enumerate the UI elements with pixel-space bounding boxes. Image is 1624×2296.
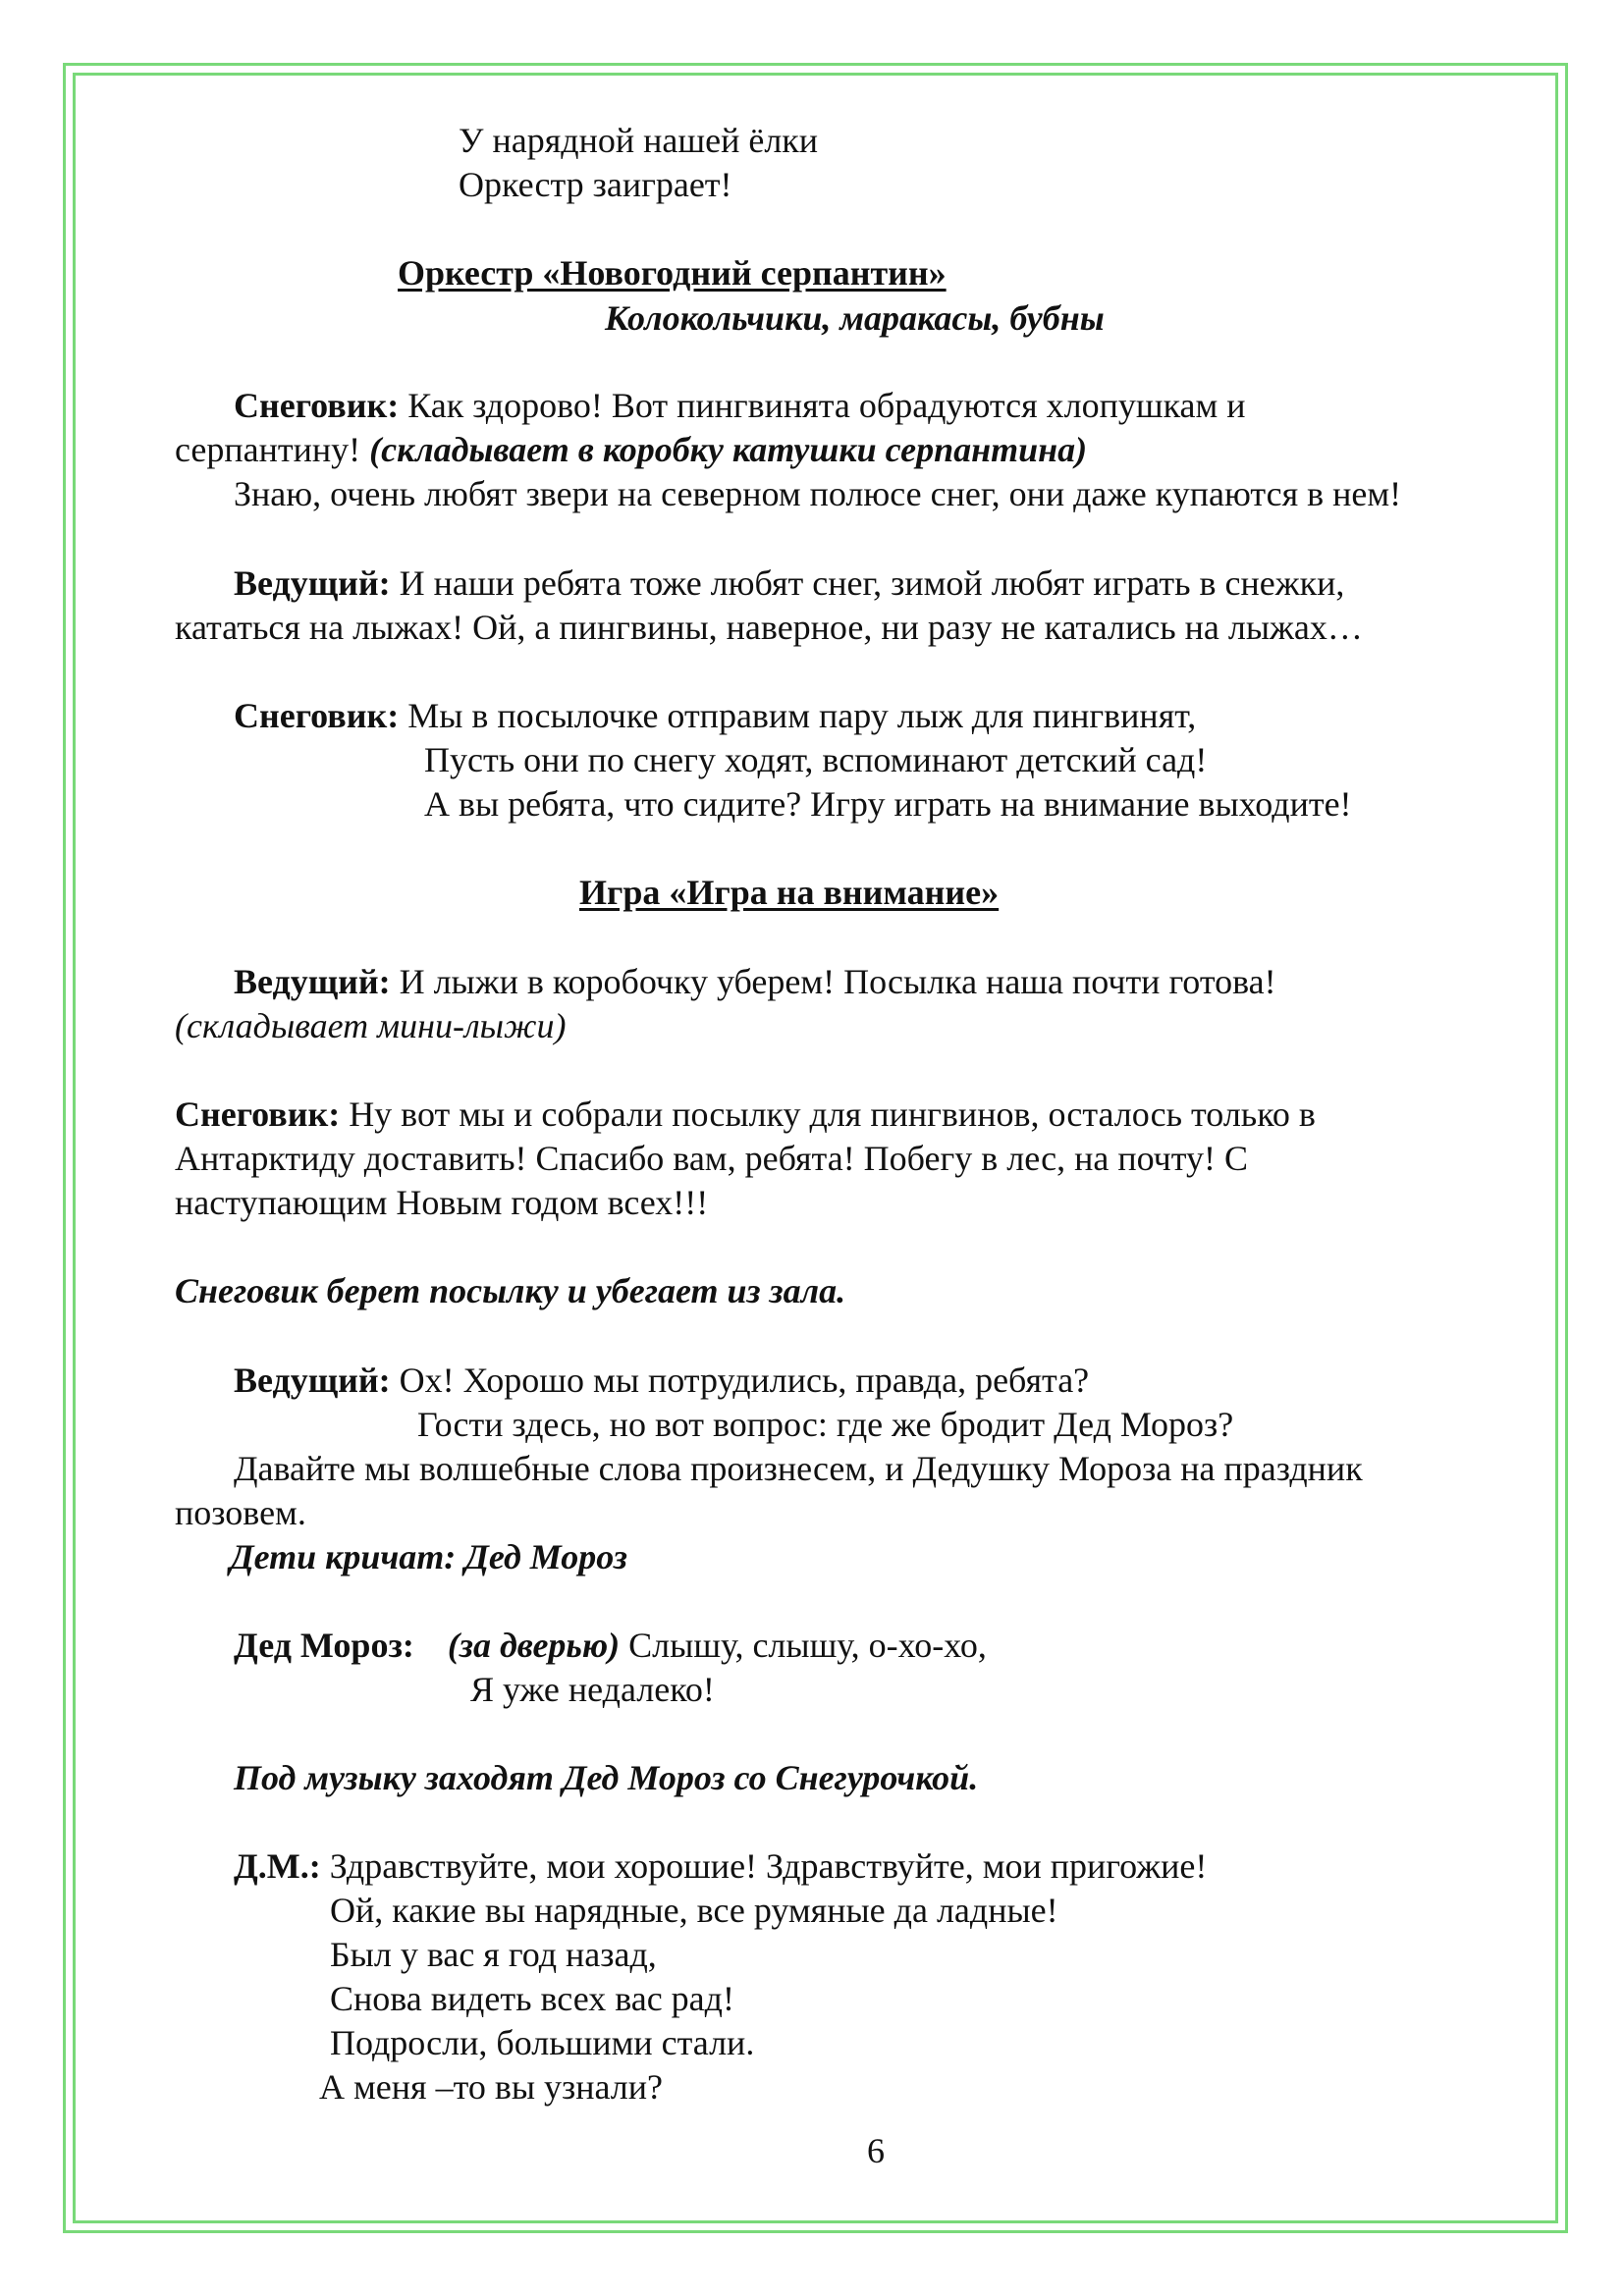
speaker-name: Ведущий: (234, 563, 391, 603)
stage-direction: (складывает в коробку катушки серпантина) (369, 430, 1088, 469)
speaker-name: Снеговик: (234, 386, 400, 425)
stage-direction: (за дверью) (447, 1626, 621, 1665)
dialogue-line: позовем. (175, 1493, 306, 1532)
section-heading: Игра «Игра на внимание» (579, 873, 1000, 912)
instruments-note: Колокольчики, маракасы, бубны (605, 298, 1105, 338)
dialogue-line: Антарктиду доставить! Спасибо вам, ребята! Побегу в лес, на почту! С (175, 1139, 1249, 1178)
verse-line: Пусть они по снегу ходят, вспоминают детский сад! (424, 740, 1208, 779)
dialogue-line: Ведущий: И наши ребята тоже любят снег, зимой любят играть в снежки, (234, 563, 1345, 603)
verse-line: Оркестр заиграет! (459, 165, 732, 204)
verse-line: Снова видеть всех вас рад! (330, 1979, 734, 2018)
dialogue-line: Дед Мороз: (за дверью) Слышу, слышу, о-хо-хо, (234, 1626, 987, 1665)
verse-line: Подросли, большими стали. (330, 2023, 755, 2062)
verse-line: А вы ребята, что сидите? Игру играть на внимание выходите! (424, 784, 1352, 824)
dialogue-line: Знаю, очень любят звери на северном полюсе снег, они даже купаются в нем! (234, 474, 1402, 513)
speaker-name: Д.М.: (234, 1846, 321, 1886)
verse-line: Ой, какие вы нарядные, все румяные да ладные! (330, 1891, 1058, 1930)
stage-direction: Снеговик берет посылку и убегает из зала. (175, 1271, 846, 1310)
dialogue-line: Снеговик: Как здорово! Вот пингвинята обрадуются хлопушкам и (234, 386, 1246, 425)
verse-line: Гости здесь, но вот вопрос: где же бродит Дед Мороз? (417, 1405, 1234, 1444)
dialogue-line: серпантину! (складывает в коробку катушки серпантина) (175, 430, 1088, 469)
dialogue-line: Ведущий: И лыжи в коробочку уберем! Посылка наша почти готова! (234, 962, 1276, 1001)
dialogue-line: Снеговик: Мы в посылочке отправим пару лыж для пингвинят, (234, 696, 1197, 735)
verse-line: У нарядной нашей ёлки (459, 121, 819, 160)
speaker-name: Снеговик: (175, 1095, 341, 1134)
stage-direction: (складывает мини-лыжи) (175, 1006, 567, 1045)
speaker-name: Ведущий: (234, 962, 391, 1001)
verse-line: Я уже недалеко! (470, 1670, 715, 1709)
stage-direction: Под музыку заходят Дед Мороз со Снегурочкой. (234, 1758, 979, 1797)
dialogue-line: кататься на лыжах! Ой, а пингвины, наверное, ни разу не катались на лыжах… (175, 608, 1363, 647)
speaker-name: Снеговик: (234, 696, 400, 735)
dialogue-line: Давайте мы волшебные слова произнесем, и Дедушку Мороза на праздник (234, 1449, 1363, 1488)
speaker-name: Дед Мороз: (234, 1626, 414, 1665)
dialogue-line: Д.М.: Здравствуйте, мои хорошие! Здравствуйте, мои пригожие! (234, 1846, 1208, 1886)
page-number: 6 (867, 2131, 885, 2170)
verse-line: А меня –то вы узнали? (319, 2067, 664, 2107)
speaker-name: Ведущий: (234, 1361, 391, 1400)
verse-line: Был у вас я год назад, (330, 1935, 657, 1974)
dialogue-line: Снеговик: Ну вот мы и собрали посылку для пингвинов, осталось только в (175, 1095, 1316, 1134)
stage-direction: Дети кричат: Дед Мороз (230, 1537, 627, 1576)
section-heading: Оркестр «Новогодний серпантин» (398, 253, 947, 293)
dialogue-line: Ведущий: Ох! Хорошо мы потрудились, правда, ребята? (234, 1361, 1090, 1400)
dialogue-line: наступающим Новым годом всех!!! (175, 1183, 709, 1222)
